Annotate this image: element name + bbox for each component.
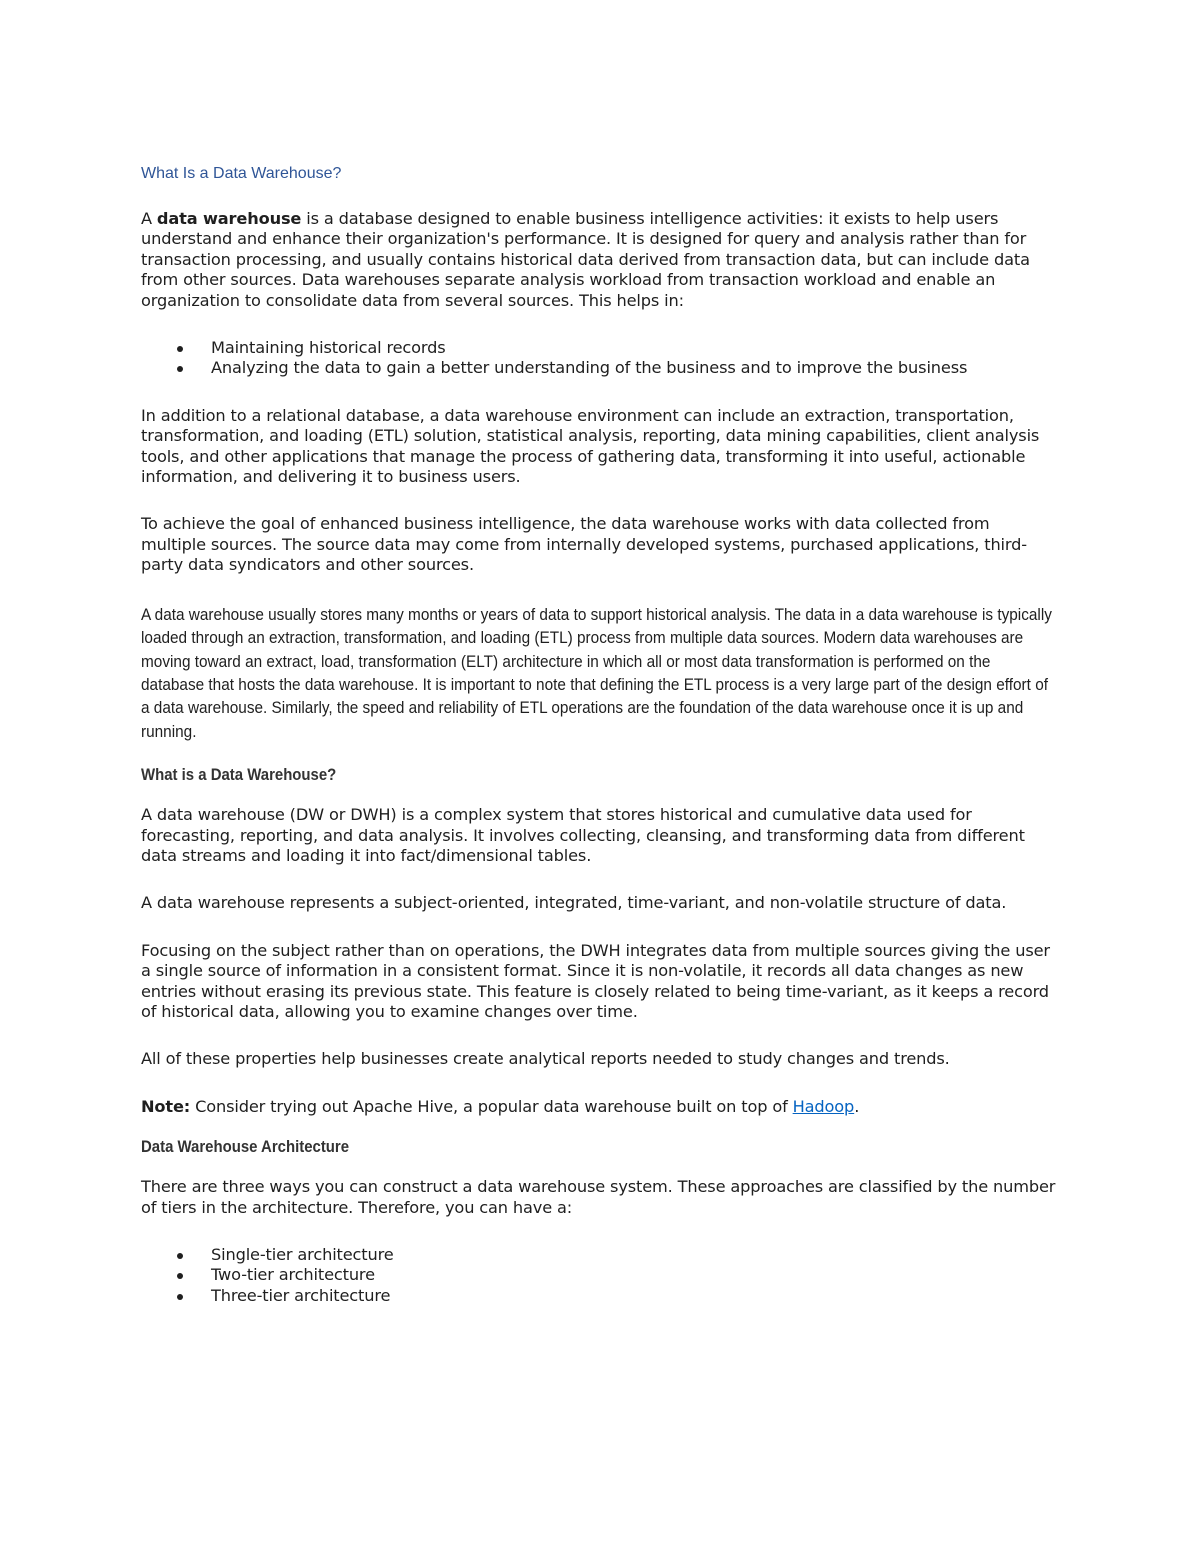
intro-rest: is a database designed to enable business intelligence activities: it exists to help users understand and enhance their organization's performance. It is designed for query and analysis rather than for transaction processing, and usually contains historical data derived from transaction data, but can include data from other sources. Data warehouses separate analysis workload from transaction workload and enable an organization to consolidate data from several sources. This helps in: bbox=[141, 209, 1030, 310]
bullet-icon bbox=[177, 1273, 183, 1279]
intro-term: data warehouse bbox=[156, 209, 302, 228]
represents-paragraph: A data warehouse represents a subject-oriented, integrated, time-variant, and non-volatile structure of data. bbox=[141, 893, 1007, 913]
focus-paragraph: Focusing on the subject rather than on operations, the DWH integrates data from multiple sources giving the user a single source of information in a consistent format. Since it is non-volatile, it records all data changes as new entries without erasing its previous state. This feature is closely related to being time-variant, as it keeps a record of historical data, allowing you to examine changes over time. bbox=[141, 940, 1050, 1021]
tiers-list bbox=[141, 1245, 1056, 1306]
intro-paragraph bbox=[141, 209, 1056, 311]
bullet-icon bbox=[177, 1253, 183, 1259]
hadoop-link[interactable]: Hadoop bbox=[792, 1096, 855, 1116]
helps-list bbox=[141, 338, 1056, 379]
intro-lead: A bbox=[141, 209, 157, 228]
list-item-text: Analyzing the data to gain a better understanding of the business and to improve the business bbox=[211, 358, 968, 378]
bullet-icon bbox=[177, 346, 183, 352]
list-item bbox=[141, 1265, 1056, 1285]
list-item-text: Three-tier architecture bbox=[211, 1285, 391, 1305]
list-item bbox=[141, 1286, 1056, 1306]
note-label: Note: bbox=[141, 1096, 191, 1116]
bullet-icon bbox=[177, 366, 183, 372]
list-item-text: Single-tier architecture bbox=[211, 1245, 394, 1264]
document-page bbox=[141, 163, 1056, 1333]
list-item-text: Two-tier architecture bbox=[211, 1265, 375, 1285]
note-end: . bbox=[854, 1096, 860, 1116]
goal-paragraph: To achieve the goal of enhanced business intelligence, the data warehouse works with data collected from multiple sources. The source data may come from internally developed systems, purchased applications, third-party data syndicators and other sources. bbox=[141, 514, 1027, 575]
list-item bbox=[141, 338, 1056, 358]
section-heading-architecture: Data Warehouse Architecture bbox=[141, 1137, 350, 1157]
page-title: What Is a Data Warehouse? bbox=[141, 165, 342, 182]
section-heading-what: What is a Data Warehouse? bbox=[141, 765, 337, 785]
etl-paragraph: In addition to a relational database, a data warehouse environment can include an extraction, transportation, transformation, and loading (ETL) solution, statistical analysis, reporting, data mining capabilities, client analysis tools, and other applications that manage the process of gathering data, transforming it into useful, actionable information, and delivering it to business users. bbox=[141, 405, 1040, 487]
bullet-icon bbox=[177, 1294, 183, 1300]
list-item-text: Maintaining historical records bbox=[211, 338, 446, 358]
list-item bbox=[141, 358, 1056, 378]
dw-paragraph: A data warehouse (DW or DWH) is a complex system that stores historical and cumulative data used for forecasting, reporting, and data analysis. It involves collecting, cleansing, and transforming data from different data streams and loading it into fact/dimensional tables. bbox=[141, 805, 1025, 865]
architecture-paragraph: There are three ways you can construct a data warehouse system. These approaches are classified by the number of tiers in the architecture. Therefore, you can have a: bbox=[141, 1177, 1056, 1217]
note-text: Consider trying out Apache Hive, a popular data warehouse built on top of bbox=[190, 1096, 793, 1116]
list-item bbox=[141, 1245, 1056, 1265]
properties-paragraph: All of these properties help businesses create analytical reports needed to study changes and trends. bbox=[141, 1049, 950, 1069]
history-paragraph: A data warehouse usually stores many months or years of data to support historical analysis. The data in a data warehouse is typically loaded through an extraction, transformation, and loading (ETL) process from multiple data sources. Modern data warehouses are moving toward an extract, load, transformation (ELT) architecture in which all or most data transformation is performed on the database that hosts the data warehouse. It is important to note that defining the ETL process is a very large part of the design effort of a data warehouse. Similarly, the speed and reliability of ETL operations are the foundation of the data warehouse once it is up and running. bbox=[141, 604, 1052, 741]
note-paragraph bbox=[141, 1097, 1056, 1117]
